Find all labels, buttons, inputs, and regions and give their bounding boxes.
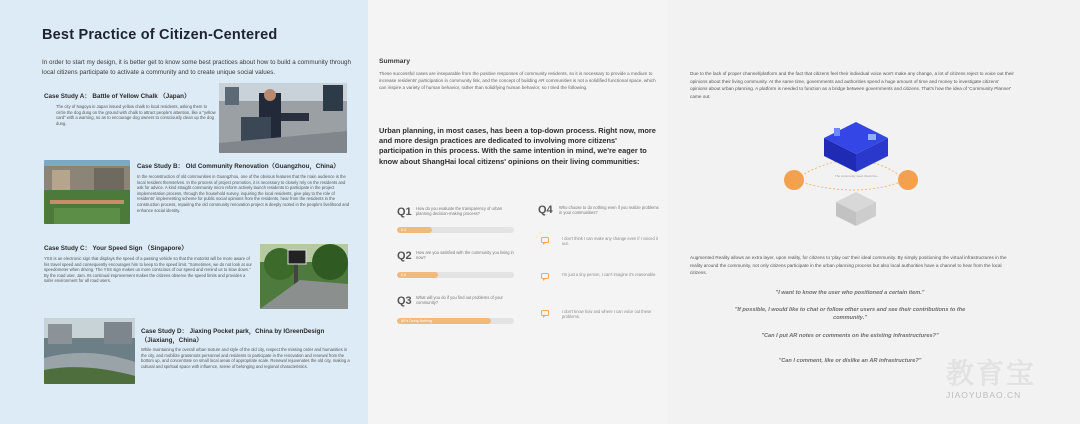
headline-text: Urban planning, in most cases, has been a top-down process. Right now, more and more design practices are dedicated to involving more citizens' participation in this process. With the same intention in mind, we're eager to know about ShangHai local citizens' opinions on their living communities: [379, 126, 656, 166]
user-quote-4: "Can I comment, like or dislike an AR infrastructure?" [778, 358, 922, 364]
q2-bar-fill: 2.6 [397, 272, 438, 278]
q1-number: Q1 [397, 206, 412, 218]
page-title: Best Practice of Citizen-Centered [42, 27, 278, 43]
right-paragraph-2: Augmented Reality allows an extra layer, upon reality, for citizens to 'play out' their ideal community. By simply positioning the virtual infrastructures in the reality around the community, not only citizens participate in the urban planning process but also local authorities have a channel to hear from the local citizens. [690, 255, 1007, 276]
summary-heading: Summary [379, 58, 410, 65]
logo-text-en: JIAOYUBAO.CN [946, 390, 1022, 400]
speech-bubble-icon [541, 237, 549, 243]
speech-bubble-icon [541, 310, 549, 316]
diagram-caption: The community need check the... [834, 174, 880, 178]
speech-bubble-icon [541, 273, 549, 279]
case-study-d [141, 327, 353, 369]
case-a-photo [219, 83, 347, 153]
q3-number: Q3 [397, 295, 412, 307]
q2-bar [397, 272, 514, 278]
answer-2: I'm just a tiny person, I can't imagine it's reasonable. [562, 272, 657, 277]
case-d-photo [44, 318, 135, 384]
q1-text: How do you evaluate the transparency of urban planning decision-making process? [416, 206, 503, 217]
answer-1: I don't think I can make any change even if I voiced it out. [562, 236, 658, 247]
logo-text-cn: 教育宝 [946, 357, 1037, 390]
case-body: While maintaining the overall urban texture and style of the old city, respect the missing order and humanities in the city, and mobilize grassroots personnel and residents to participate in the renovation and renewal from the bottom up, and concentrate on small local areas of appropriate scale. Renewal rejuvenates the old city, making a cultural and spiritual space with influence, sense of belonging and regional characteristics. [141, 347, 350, 369]
case-study-c [44, 243, 254, 284]
q3-bar [397, 318, 514, 324]
q1-bar [397, 227, 514, 233]
case-title: Case Study B： Old Community Renovation（Guangzhou，China） [137, 163, 340, 170]
case-body: The city of Nagoya in Japan issued yellow chalk to local residents, asking them to circle the dog dung on the ground with chalk to attract people's attention, like a "yellow card" with a warning, so as to encourage dog owners to consciously clean up the dog dung. [56, 104, 216, 126]
case-title: Case Study A： Battle of Yellow Chalk （Japan） [44, 93, 191, 100]
summary-body: These successful cases are inseparable from the positive responses of community residents, so it is necessary to provide a medium to increase residents' participation in community link, and the concept of building AR communities is not a solidified functional space, which can inspire a variety of human behavior, rather than solidifying human behavior, so I tried the following. [379, 71, 656, 90]
case-study-b [137, 161, 352, 213]
case-b-photo [44, 160, 130, 224]
watermark-logo [946, 352, 1066, 400]
q3-bar-fill: 80% Doing Nothing [397, 318, 491, 324]
user-quote-1: "I want to know the user who positioned a certain item." [775, 290, 925, 296]
user-quote-2: "If possible, I would like to chat or follow other users and see their contributions to the community." [734, 307, 966, 321]
case-c-photo [260, 244, 348, 309]
case-study-a [44, 91, 216, 126]
q4-text: Who choose to do nothing even if you realize problems in your communities? [559, 205, 659, 216]
case-body: In the reconstruction of old communities in Guangzhou, one of the obvious features that the main audience is the local resident themselves. In the process of project promotion, it is necessary to closely rely on the residents and ask for advice. A kind straight community micro reform actively launch residents to participate in the project implementation process, through the household survey, inquiring the local residents, give play to the role of residents' implementing scheme for public social opinions from the residents, hear from the residents in the construction process, repairing the old community renovation project is deeply rooted in the people's livelihood and enhance social identity. [137, 174, 350, 213]
q1-bar-fill: 0.3 [397, 227, 432, 233]
answer-3: I don't know how and where I can voice out these problems. [562, 309, 652, 320]
case-title: Case Study D： Jiaxing Pocket park，China by IGreenDesign （Jiaxiang，China） [141, 328, 325, 344]
q4-number: Q4 [538, 204, 553, 216]
community-planner-diagram [776, 114, 936, 234]
q3-text: What will you do if you find out problems of your community? [416, 295, 503, 306]
q2-text: How are you satisfied with the community you living in now? [416, 250, 514, 261]
q2-number: Q2 [397, 250, 412, 262]
intro-text: In order to start my design, it is better get to know some best practices about how to build a community through local citizens participate to activate a community and to create unique social values. [42, 59, 352, 76]
case-title: Case Study C： Your Speed Sign （Singapore） [44, 245, 188, 252]
user-quote-3: "Can I put AR notes or comments on the existing infrastructures?" [761, 333, 939, 339]
case-body: YSS is an electronic sign that displays the speed of a passing vehicle so that the motorist will be more aware of his travel speed and consequently encourages him to keep to the speed limit. "Sometimes, we do not look at our speedometer when driving. The YSS sign makes us more conscious of our speed and remind us to slow down." By the road user, Jam. Its continual improvement makes the citizens observe the speed limits and provides a safer environment for all road users. [44, 256, 252, 284]
right-paragraph-1: Due to the lack of proper channel/platform and the fact that citizens feel their individual voice won't make any change, a lot of citizens reject to voice out their opinions about their living community. At the same time, governments and authorities spend a huge amount of time and money to investigate citizens' opinions about urban planning. A platform is needed to function as a bridge between governments and citizens. That's how the idea of 'Community Planner' came out. [690, 71, 1014, 99]
